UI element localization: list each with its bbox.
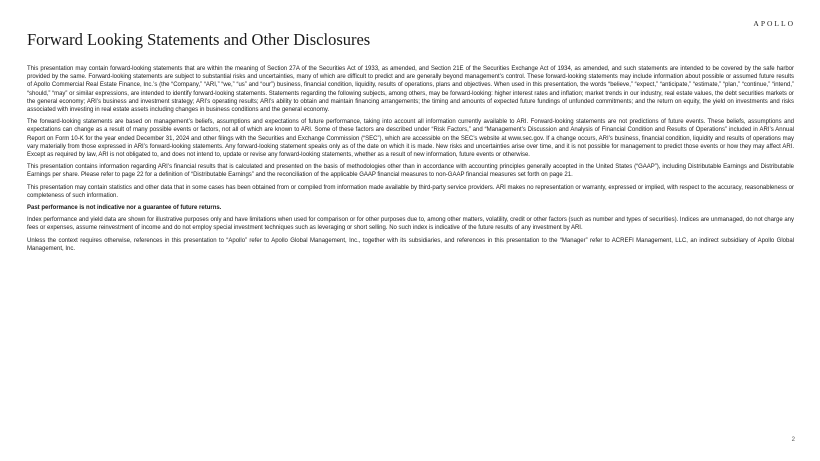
paragraph-apollo-references: Unless the context requires otherwise, references in this presentation to “Apollo” refer to Apollo Global Management, Inc., together with its subsidiaries, and references in this presentation to the “Manager” refer to ACREFI Management, LLC, an indirect subsidiary of Apollo Global Management, Inc. bbox=[27, 237, 794, 252]
apollo-logo: APOLLO bbox=[753, 19, 795, 28]
paragraph-third-party-data: This presentation may contain statistics and other data that in some cases has been obtained from or compiled from information made available by third-party service providers. ARI makes no representation or warranty, expressed or implied, with respect to the accuracy, reasonableness or completeness of such information. bbox=[27, 184, 794, 199]
disclosure-body bbox=[27, 65, 794, 257]
paragraph-past-performance: Past performance is not indicative nor a guarantee of future returns. bbox=[27, 205, 222, 212]
paragraph-index-performance: Index performance and yield data are shown for illustrative purposes only and have limitations when used for comparison or for other purposes due to, among other matters, volatility, credit or other factors (such as number and types of securities). Indices are unmanaged, do not charge any fees or expenses, assume reinvestment of income and do not employ special investment techniques such as leveraging or short selling. No such index is indicative of the future results of any investment by ARI. bbox=[27, 217, 794, 232]
paragraph-non-gaap: This presentation contains information regarding ARI’s financial results that is calculated and presented on the basis of methodologies other than in accordance with accounting principles generally accepted in the United States (“GAAP”), including Distributable Earnings and Distributable Earnings per share. Please refer to page 22 for a definition of “Distributable Earnings” and the reconciliation of the applicable GAAP financial measures to non-GAAP financial measures set forth on page 21. bbox=[27, 164, 794, 179]
page-title: Forward Looking Statements and Other Disclosures bbox=[27, 30, 371, 49]
page-number: 2 bbox=[791, 437, 795, 443]
paragraph-beliefs-assumptions: The forward-looking statements are based on management’s beliefs, assumptions and expectations of future performance, taking into account all information currently available to ARI. Forward-looking statements are not predictions of future events. These beliefs, assumptions and expectations can change as a result of many possible events or factors, not all of which are known to ARI. Some of these factors are described under “Risk Factors,” and “Management’s Discussion and Analysis of Financial Condition and Results of Operations” included in ARI’s Annual Report on Form 10-K for the year ended December 31, 2024 and other filings with the Securities and Exchange Commission (“SEC”), which are accessible on the SEC’s website at www.sec.gov. If a change occurs, ARI’s business, financial condition, liquidity and results of operations may vary materially from those expressed in ARI’s forward-looking statements. Any forward-looking statement speaks only as of the date on which it is made. New risks and uncertainties arise over time, and it is not possible for management to predict those events or how they may affect ARI. Except as required by law, ARI is not obligated to, and does not intend to, update or revise any forward-looking statements, whether as a result of new information, future events or otherwise. bbox=[27, 119, 794, 159]
paragraph-forward-looking: This presentation may contain forward-looking statements that are within the meaning of Section 27A of the Securities Act of 1933, as amended, and Section 21E of the Securities Exchange Act of 1934, as amended, and such statements are intended to be covered by the safe harbor provided by the same. Forward-looking statements are subject to substantial risks and uncertainties, many of which are difficult to predict and are generally beyond management’s control. These forward-looking statements may include information about possible or assumed future results of Apollo Commercial Real Estate Finance, Inc.’s (the “Company,” “ARI,” “we,” “us” and “our”) business, financial condition, liquidity, results of operations, plans and objectives. When used in this presentation, the words “believe,” “expect,” “anticipate,” “estimate,” “plan,” “continue,” “intend,” “should,” “may” or similar expressions, are intended to identify forward-looking statements. Statements regarding the following subjects, among others, may be forward-looking: higher interest rates and inflation; market trends in our industry, real estate values, the debt securities markets or the general economy; ARI’s business and investment strategy; ARI’s operating results; ARI’s ability to obtain and maintain financing arrangements; the timing and amounts of expected future fundings of unfunded commitments; and the return on equity, the yield on investments and risks associated with investing in real estate assets including changes in business conditions and the general economy. bbox=[27, 66, 794, 114]
